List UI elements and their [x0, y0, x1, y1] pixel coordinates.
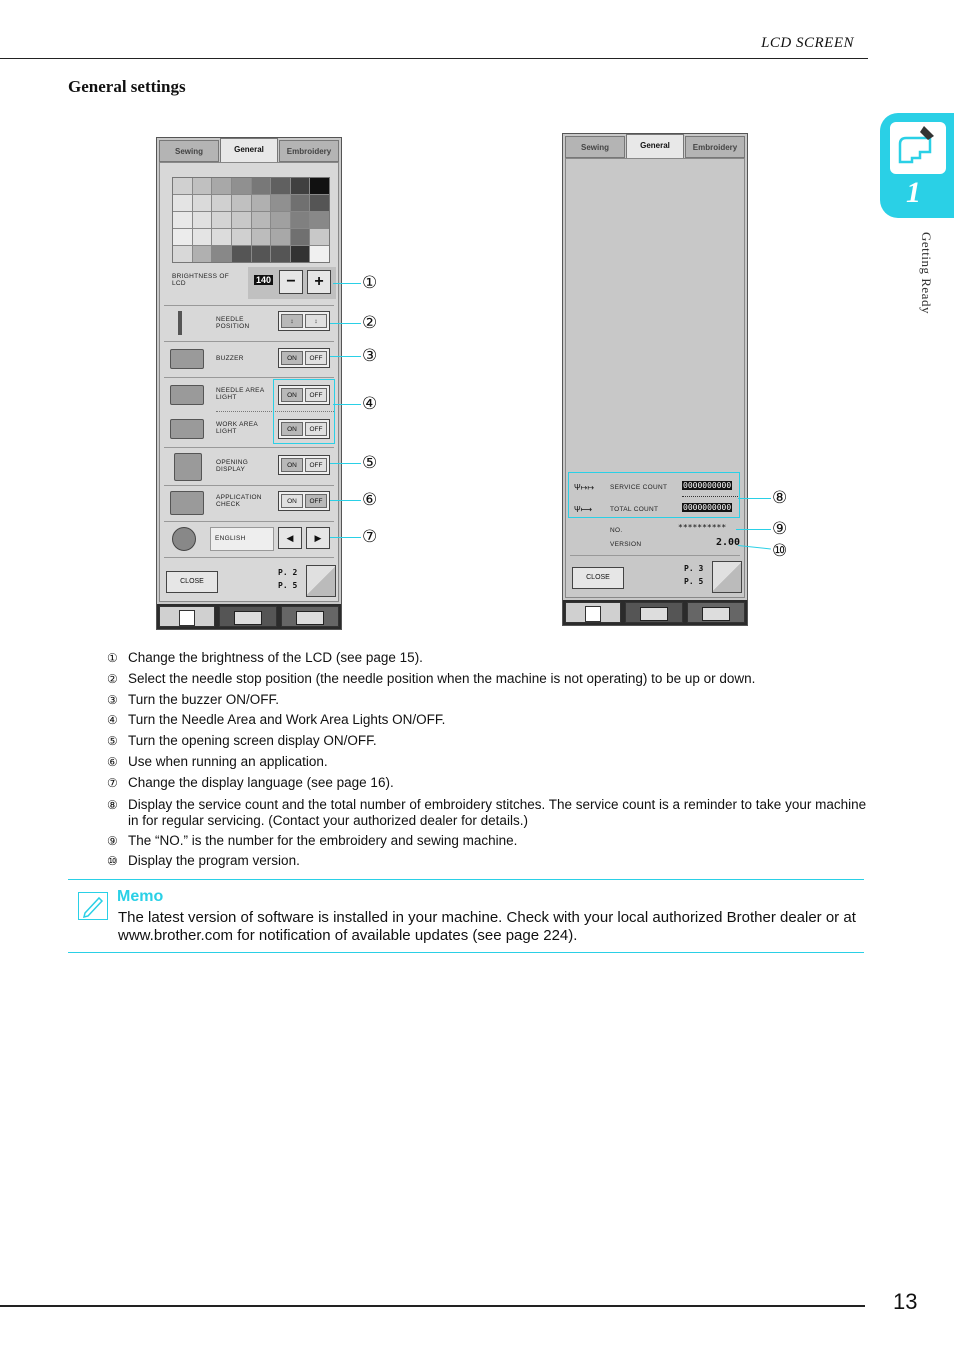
no-label: NO.: [610, 527, 623, 534]
needle-area-light-off-button[interactable]: OFF: [305, 388, 327, 402]
legend-item: [107, 794, 867, 831]
running-header: LCD SCREEN: [761, 35, 854, 51]
callout-line-1: [333, 283, 361, 284]
callout-6: ⑥: [362, 490, 378, 509]
version-value: 2.00: [716, 537, 741, 548]
callout-line-6: [330, 500, 361, 501]
needle-area-light-icon: [170, 385, 204, 405]
chapter-number: 1: [906, 176, 921, 209]
divider: [164, 485, 334, 486]
settings-button[interactable]: [281, 606, 339, 627]
memo-rule-bottom: [68, 952, 864, 953]
memo-rule-top: [68, 879, 864, 880]
chapter-label: Getting Ready: [919, 232, 934, 314]
legend-num: ①: [107, 651, 118, 665]
legend-text: Change the display language (see page 16).: [128, 774, 394, 790]
buzzer-label: BUZZER: [216, 355, 244, 362]
service-count-label: SERVICE COUNT: [610, 484, 668, 491]
legend-text: Turn the buzzer ON/OFF.: [128, 691, 280, 707]
legend-num: ⑦: [107, 775, 118, 790]
opening-display-on-button[interactable]: ON: [281, 458, 303, 472]
bottom-bar: [563, 600, 747, 625]
callout-3: ③: [362, 346, 378, 365]
needle-position-toggle[interactable]: [278, 311, 330, 331]
legend-num: ⑤: [107, 734, 118, 749]
opening-display-toggle[interactable]: [278, 455, 330, 475]
section-title: General settings: [68, 77, 186, 96]
callout-line-2: [330, 323, 361, 324]
buzzer-toggle[interactable]: [278, 348, 330, 368]
bottom-bar: [157, 604, 341, 629]
brightness-plus-button[interactable]: +: [307, 270, 331, 294]
legend-text: Display the program version.: [128, 853, 300, 869]
opening-display-icon: [174, 453, 202, 481]
opening-display-label: OPENING DISPLAY: [216, 459, 249, 473]
legend-text: The “NO.” is the number for the embroidery and sewing machine.: [128, 832, 518, 848]
total-count-value: 0000000000: [683, 503, 732, 512]
callout-5: ⑤: [362, 453, 378, 472]
brightness-minus-button[interactable]: −: [279, 270, 303, 294]
callout-4: ④: [362, 394, 378, 413]
callout-box-8: [568, 472, 740, 518]
callout-10: ⑩: [772, 541, 788, 560]
legend-text: Use when running an application.: [128, 753, 328, 769]
service-count-value: 0000000000: [683, 481, 732, 490]
callout-2: ②: [362, 313, 378, 332]
legend-num: ⑥: [107, 754, 118, 769]
tab-embroidery[interactable]: Embroidery: [279, 140, 339, 162]
legend-item: [107, 690, 867, 711]
legend-num: ⑧: [107, 797, 118, 812]
needle-down-icon[interactable]: ↕: [305, 314, 327, 328]
application-check-toggle[interactable]: [278, 491, 330, 511]
buzzer-machine-icon: [170, 349, 204, 369]
help-button[interactable]: [625, 602, 683, 623]
pattern-list-button[interactable]: [159, 606, 215, 627]
total-count-label: TOTAL COUNT: [610, 506, 659, 513]
tab-sewing[interactable]: Sewing: [565, 136, 625, 158]
tab-sewing[interactable]: Sewing: [159, 140, 219, 162]
language-value: ENGLISH: [215, 535, 246, 542]
legend-item: [107, 752, 867, 773]
legend-num: ③: [107, 692, 118, 707]
legend-num: ②: [107, 671, 118, 686]
page-total: P. 5: [684, 577, 704, 586]
memo-title: Memo: [117, 888, 164, 905]
page-turn-button[interactable]: [712, 561, 742, 593]
help-machine-icon: [234, 611, 262, 625]
application-check-label: APPLICATION CHECK: [216, 494, 262, 508]
legend-item: [107, 731, 867, 752]
page-current: P. 3: [684, 564, 704, 573]
needle-area-light-label: NEEDLE AREA LIGHT: [216, 387, 265, 401]
total-needle-icon: Ψ⟼: [574, 505, 593, 514]
memo-text: The latest version of software is installed in your machine. Check with your local authorized Brother dealer or at www.brother.com for notification of available updates (see page 224).: [118, 909, 856, 944]
page-turn-button[interactable]: [306, 565, 336, 597]
tab-embroidery[interactable]: Embroidery: [685, 136, 745, 158]
legend-text: Display the service count and the total number of embroidery stitches. The service count is a reminder to take your machine in for regular servicing. (Contact your authorized dealer for details.): [128, 796, 867, 828]
divider: [164, 447, 334, 448]
divider: [164, 305, 334, 306]
brightness-label: BRIGHTNESS OF LCD: [172, 273, 229, 287]
legend-item: [107, 710, 867, 731]
divider: [164, 341, 334, 342]
service-needle-icon: Ψ↦↦: [574, 483, 595, 492]
legend-num: ⑨: [107, 833, 118, 848]
sewing-machine-icon: [890, 122, 946, 174]
legend-list: [107, 648, 867, 872]
legend-item: [107, 669, 867, 690]
memo-pencil-icon: [78, 892, 108, 920]
language-prev-button[interactable]: ◀: [278, 527, 302, 549]
page-total: P. 5: [278, 581, 298, 590]
callout-line-4: [333, 404, 361, 405]
callout-line-8: [738, 498, 771, 499]
page-number: 13: [893, 1289, 918, 1314]
callout-9: ⑨: [772, 519, 788, 538]
needle-position-label: NEEDLE POSITION: [216, 316, 250, 330]
tab-general[interactable]: General: [220, 138, 278, 164]
legend-item: [107, 831, 867, 852]
tab-general[interactable]: General: [626, 134, 684, 160]
close-button[interactable]: CLOSE: [572, 567, 624, 589]
work-area-light-icon: [170, 419, 204, 439]
version-label: VERSION: [610, 541, 642, 548]
footer-rule: [0, 1305, 865, 1307]
work-area-light-off-button[interactable]: OFF: [305, 422, 327, 436]
callout-line-7: [330, 537, 361, 538]
legend-item: [107, 648, 867, 669]
work-area-light-label: WORK AREA LIGHT: [216, 421, 258, 435]
header-rule: [0, 58, 868, 59]
needle-area-light-on-button[interactable]: ON: [281, 388, 303, 402]
callout-8: ⑧: [772, 488, 788, 507]
application-check-on-button[interactable]: ON: [281, 494, 303, 508]
buzzer-on-button[interactable]: ON: [281, 351, 303, 365]
callout-line-5: [330, 463, 361, 464]
settings-machine-icon: [702, 607, 730, 621]
page-current: P. 2: [278, 568, 298, 577]
close-button[interactable]: CLOSE: [166, 571, 218, 593]
callout-line-9: [736, 529, 771, 530]
lcd-screen-general-page3: [562, 133, 748, 626]
legend-text: Turn the Needle Area and Work Area Lights ON/OFF.: [128, 712, 446, 728]
globe-icon: [172, 527, 196, 551]
divider: [164, 557, 334, 558]
callout-line-3: [330, 356, 361, 357]
buzzer-off-button[interactable]: OFF: [305, 351, 327, 365]
legend-text: Select the needle stop position (the needle position when the machine is not operating) to be up or down.: [128, 670, 756, 686]
callout-1: ①: [362, 273, 378, 292]
info-body: [565, 158, 745, 598]
work-area-light-on-button[interactable]: ON: [281, 422, 303, 436]
callout-box-4: [273, 379, 335, 444]
divider: [164, 377, 334, 378]
pattern-list-button[interactable]: [565, 602, 621, 623]
help-button[interactable]: [219, 606, 277, 627]
application-check-off-button[interactable]: OFF: [305, 494, 327, 508]
legend-text: Change the brightness of the LCD (see page 15).: [128, 650, 423, 665]
divider: [164, 521, 334, 522]
legend-item: [107, 773, 867, 794]
callout-7: ⑦: [362, 527, 378, 546]
settings-button[interactable]: [687, 602, 745, 623]
needle-up-icon[interactable]: ↕: [281, 314, 303, 328]
no-value: **********: [678, 523, 727, 532]
document-icon: [179, 610, 195, 626]
document-icon: [585, 606, 601, 622]
opening-display-off-button[interactable]: OFF: [305, 458, 327, 472]
needle-icon: [178, 311, 182, 335]
divider: [570, 555, 740, 556]
language-next-button[interactable]: ▶: [306, 527, 330, 549]
help-machine-icon: [640, 607, 668, 621]
legend-text: Turn the opening screen display ON/OFF.: [128, 733, 377, 749]
settings-machine-icon: [296, 611, 324, 625]
legend-num: ④: [107, 713, 118, 728]
brightness-swatch-grid: [172, 177, 330, 263]
legend-item: [107, 851, 867, 872]
brightness-value: 140: [256, 275, 272, 285]
application-check-icon: [170, 491, 204, 515]
legend-num: ⑩: [107, 854, 118, 869]
